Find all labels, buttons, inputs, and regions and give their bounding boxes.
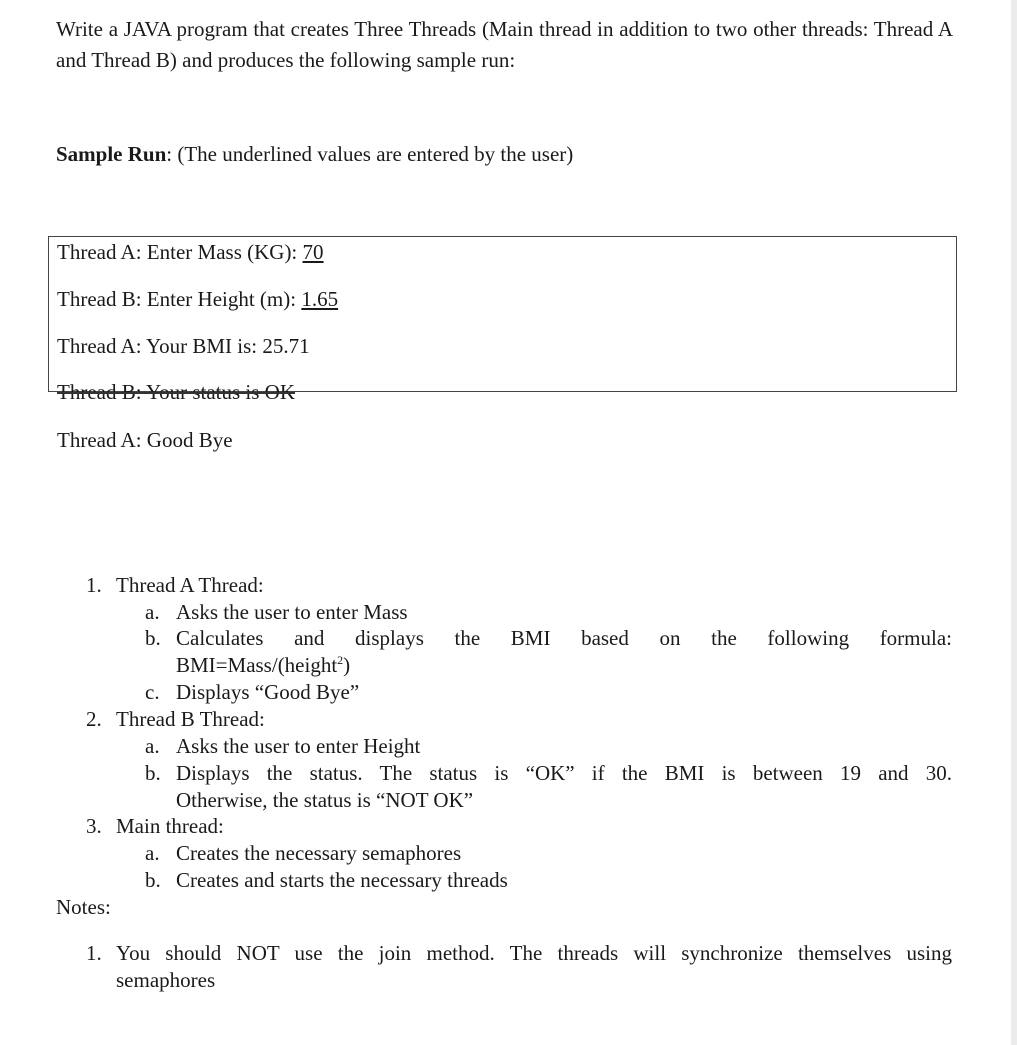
mass-input-value: 70 xyxy=(302,240,324,264)
intro-paragraph xyxy=(56,14,953,76)
item-1b-line-1: Calculates and displays the BMI based on the following formula: xyxy=(176,626,952,650)
bmi-formula-main: BMI=Mass/(height xyxy=(176,653,338,677)
item-2b-line-1: Displays the status. The status is “OK” if the BMI is between 19 and 30. xyxy=(176,761,952,785)
item-2b-line-2: Otherwise, the status is “NOT OK” xyxy=(176,788,474,812)
item-1b-letter: b. xyxy=(145,626,161,650)
notes-heading: Notes: xyxy=(56,895,111,919)
bmi-formula-exponent: 2 xyxy=(337,653,344,667)
item-2a-letter: a. xyxy=(145,734,160,758)
bmi-formula-close: ) xyxy=(343,653,351,677)
height-prompt: Thread B: Enter Height (m): xyxy=(57,287,302,311)
item-3a-letter: a. xyxy=(145,841,160,865)
item-2a-text: Asks the user to enter Height xyxy=(176,734,421,758)
item-3b-text: Creates and starts the necessary threads xyxy=(176,868,508,892)
item-1c-text: Displays “Good Bye” xyxy=(176,680,360,704)
page-edge xyxy=(1011,0,1017,1045)
item-2b-letter: b. xyxy=(145,761,161,785)
intro-line-1: Write a JAVA program that creates Three Threads (Main thread in addition to two other xyxy=(56,17,797,41)
sample-run-label: Sample Run xyxy=(56,142,167,166)
item-1a-letter: a. xyxy=(145,600,160,624)
item-1c-letter: c. xyxy=(145,680,160,704)
item-1a-text: Asks the user to enter Mass xyxy=(176,600,408,624)
sample-run-line-2 xyxy=(57,287,338,312)
bmi-formula xyxy=(176,653,350,678)
sample-run-heading xyxy=(56,142,573,167)
sample-run-line-3: Thread A: Your BMI is: 25.71 xyxy=(57,334,310,358)
item-2-number: 2. xyxy=(86,707,102,731)
sample-run-line-5: Thread A: Good Bye xyxy=(57,428,233,452)
item-1-title: Thread A Thread: xyxy=(116,573,264,597)
sample-run-line-1 xyxy=(57,240,324,265)
item-2-title: Thread B Thread: xyxy=(116,707,265,731)
item-3a-text: Creates the necessary semaphores xyxy=(176,841,462,865)
height-input-value: 1.65 xyxy=(301,287,339,311)
intro-line-2: threads: Thread A and Thread B) and produces the following sample run: xyxy=(56,17,953,72)
note-1-line-1: You should NOT use the join method. The threads will synchronize themselves using xyxy=(116,941,952,965)
mass-prompt: Thread A: Enter Mass (KG): xyxy=(57,240,303,264)
sample-run-note: : (The underlined values are entered by the user) xyxy=(166,142,574,166)
note-1-line-2: semaphores xyxy=(116,968,216,992)
item-1-number: 1. xyxy=(86,573,102,597)
item-3b-letter: b. xyxy=(145,868,161,892)
item-3-number: 3. xyxy=(86,814,102,838)
note-1-number: 1. xyxy=(86,941,102,965)
item-3-title: Main thread: xyxy=(116,814,224,838)
sample-run-line-4: Thread B: Your status is OK xyxy=(57,380,296,404)
